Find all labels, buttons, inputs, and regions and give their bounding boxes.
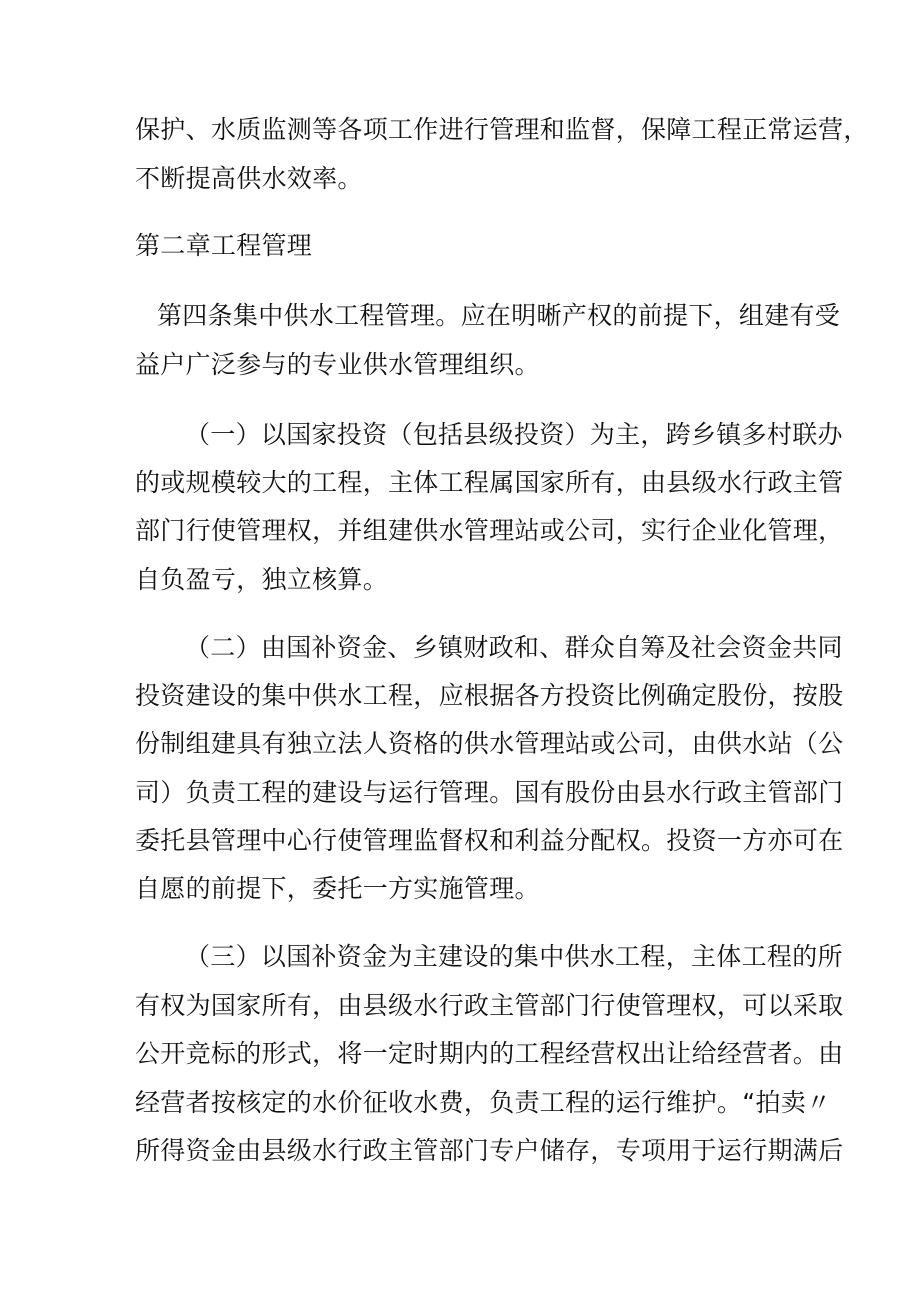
chapter-heading: 第二章工程管理 <box>135 231 313 260</box>
paragraph-line: 经营者按核定的水价征收水费，负责工程的运行维护。“拍卖〃 <box>135 1088 832 1117</box>
item-3-line: （三）以国补资金为主建设的集中供水工程，主体工程的所 <box>185 942 843 971</box>
article-heading-line: 第四条集中供水工程管理。应在明晰产权的前提下，组建有受 <box>157 301 841 330</box>
paragraph-line: 有权为国家所有，由县级水行政主管部门行使管理权，可以采取 <box>135 991 844 1020</box>
paragraph-line: 所得资金由县级水行政主管部门专户储存，专项用于运行期满后 <box>135 1136 844 1165</box>
paragraph-line: 不断提高供水效率。 <box>135 164 363 193</box>
paragraph-line: 委托县管理中心行使管理监督权和利益分配权。投资一方亦可在 <box>135 826 844 855</box>
paragraph-line: 的或规模较大的工程，主体工程属国家所有，由县级水行政主管 <box>135 468 844 497</box>
paragraph-line: 自愿的前提下，委托一方实施管理。 <box>135 874 540 903</box>
item-1-line: （一）以国家投资（包括县级投资）为主，跨乡镇多村联办 <box>185 420 843 449</box>
paragraph-line: 份制组建具有独立法人资格的供水管理站或公司，由供水站（公 <box>135 729 844 758</box>
paragraph-line: 益户广泛参与的专业供水管理组织。 <box>135 350 540 379</box>
paragraph-line: 司）负责工程的建设与运行管理。国有股份由县水行政主管部门 <box>135 778 844 807</box>
paragraph-line: 部门行使管理权，并组建供水管理站或公司，实行企业化管理， <box>135 516 844 545</box>
paragraph-line: 自负盈亏，独立核算。 <box>135 565 389 594</box>
paragraph-line: 投资建设的集中供水工程，应根据各方投资比例确定股份，按股 <box>135 681 844 710</box>
paragraph-line: 保护、水质监测等各项工作进行管理和监督，保障工程正常运营， <box>135 115 869 144</box>
item-2-line: （二）由国补资金、乡镇财政和、群众自筹及社会资金共同 <box>185 633 843 662</box>
paragraph-line: 公开竞标的形式，将一定时期内的工程经营权出让给经营者。由 <box>135 1039 844 1068</box>
